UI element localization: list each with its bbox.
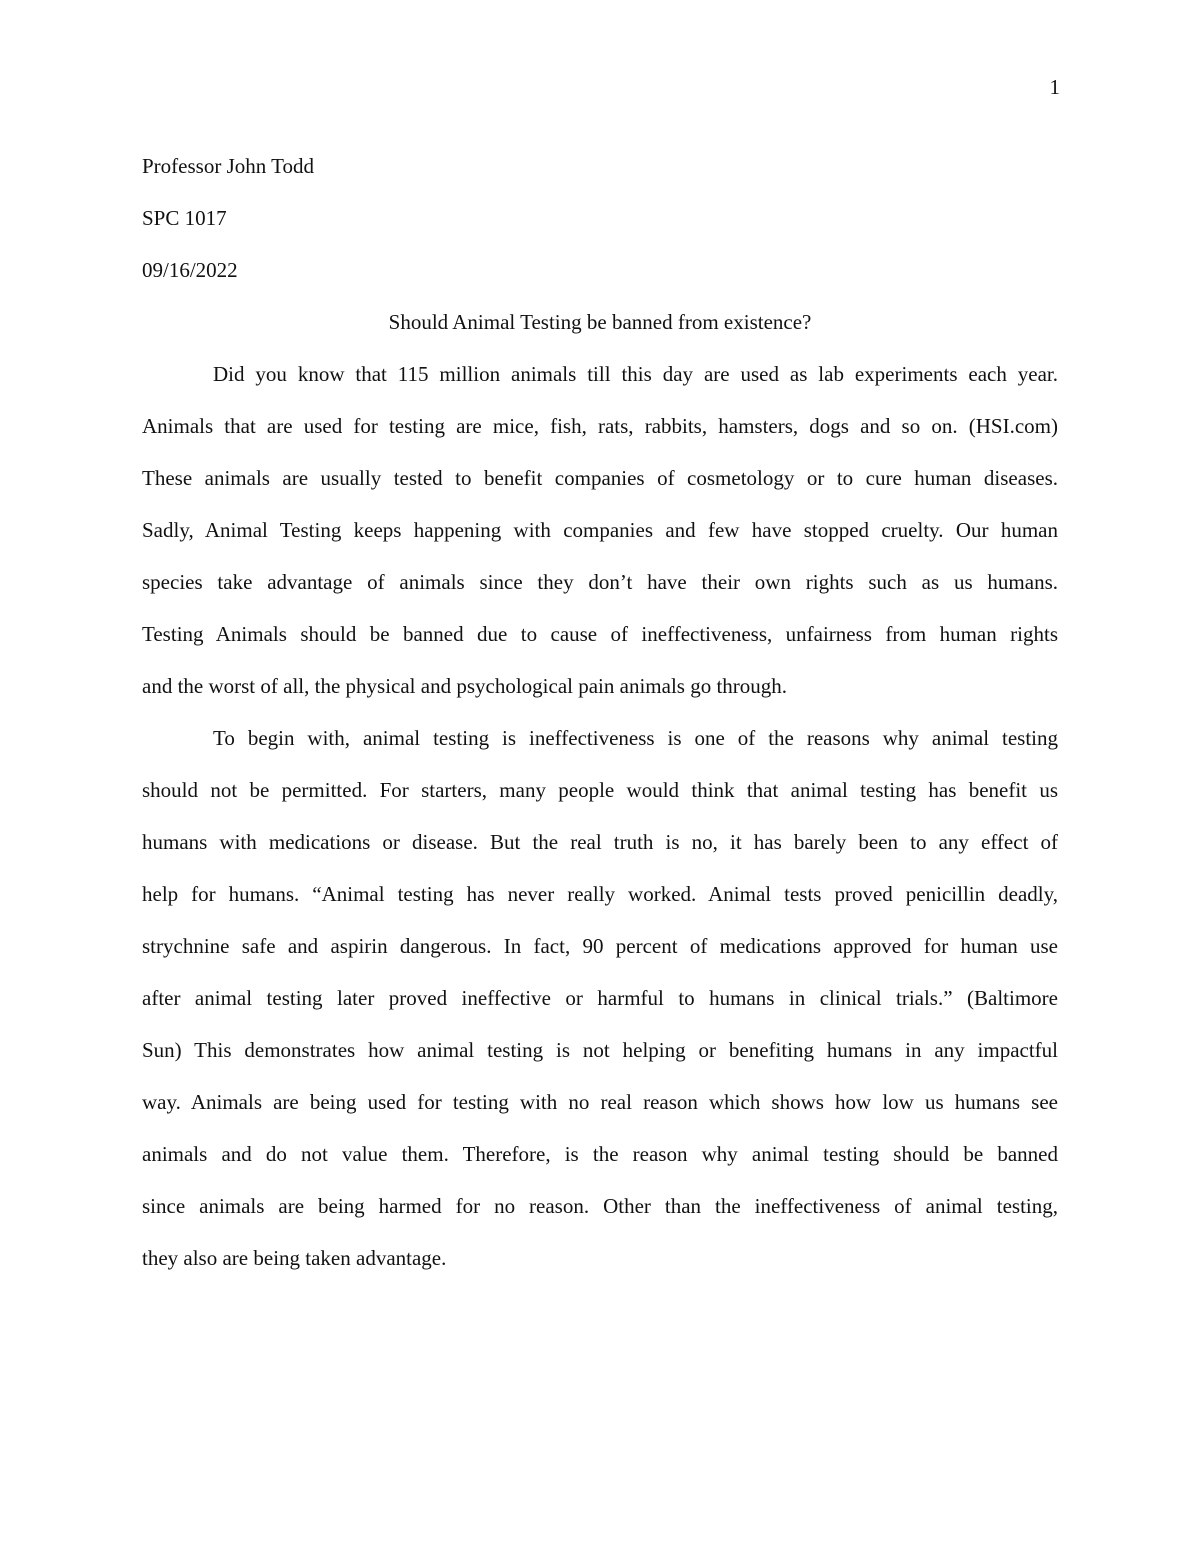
paragraph-line: humans with medications or disease. But the real truth is no, it has barely been to any effect of [142,830,1058,854]
paragraph-1 [142,348,1058,712]
professor-name: Professor John Todd [142,154,314,178]
paragraph-line: way. Animals are being used for testing with no real reason which shows how low us humans see [142,1090,1058,1114]
paragraph-2 [142,712,1058,1284]
paragraph-line: Sadly, Animal Testing keeps happening with companies and few have stopped cruelty. Our human [142,518,1058,542]
course-code: SPC 1017 [142,206,227,230]
paragraph-line: To begin with, animal testing is ineffectiveness is one of the reasons why animal testing [213,726,1058,750]
paragraph-line: species take advantage of animals since they don’t have their own rights such as us humans. [142,570,1058,594]
paragraph-line: should not be permitted. For starters, many people would think that animal testing has benefit us [142,778,1058,802]
paragraph-line: Animals that are used for testing are mice, fish, rats, rabbits, hamsters, dogs and so on. (HSI.com) [142,414,1058,438]
paragraph-line: since animals are being harmed for no reason. Other than the ineffectiveness of animal testing, [142,1194,1058,1218]
page-number: 1 [1049,75,1060,99]
paragraph-line: after animal testing later proved ineffective or harmful to humans in clinical trials.” (Baltimore [142,986,1058,1010]
paragraph-line: and the worst of all, the physical and psychological pain animals go through. [142,674,788,698]
paragraph-line: they also are being taken advantage. [142,1246,447,1270]
paragraph-line: Sun) This demonstrates how animal testing is not helping or benefiting humans in any impactful [142,1038,1058,1062]
essay-title: Should Animal Testing be banned from existence? [388,310,812,334]
paragraph-line: Did you know that 115 million animals till this day are used as lab experiments each year. [213,362,1058,386]
paragraph-line: animals and do not value them. Therefore, is the reason why animal testing should be banned [142,1142,1058,1166]
paragraph-line: Testing Animals should be banned due to cause of ineffectiveness, unfairness from human rights [142,622,1058,646]
paragraph-line: strychnine safe and aspirin dangerous. In fact, 90 percent of medications approved for human use [142,934,1058,958]
document-body [142,140,1058,1284]
date: 09/16/2022 [142,258,238,282]
paragraph-line: help for humans. “Animal testing has never really worked. Animal tests proved penicillin deadly, [142,882,1058,906]
paragraph-line: These animals are usually tested to benefit companies of cosmetology or to cure human diseases. [142,466,1058,490]
